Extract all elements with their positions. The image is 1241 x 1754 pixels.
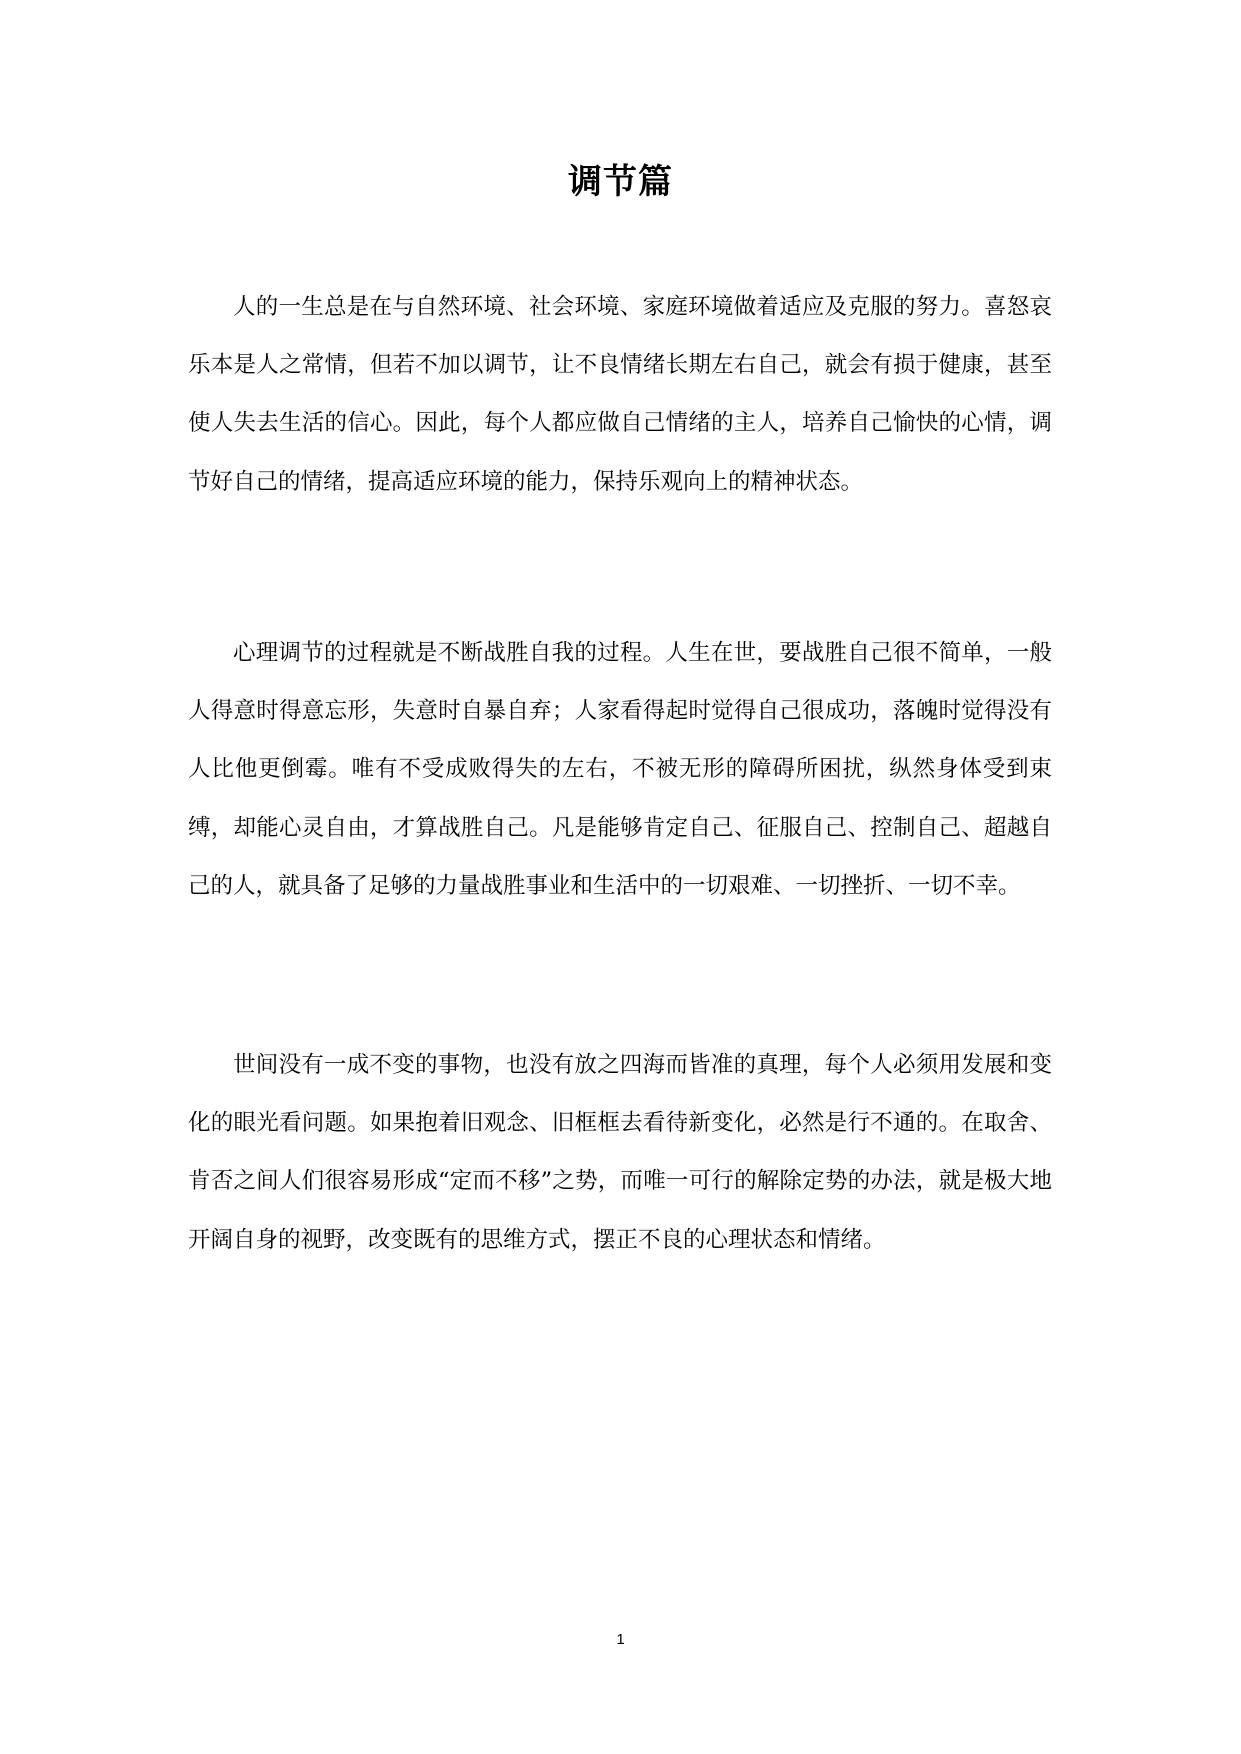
page-number: 1: [616, 1631, 625, 1648]
paragraph-1: 人的一生总是在与自然环境、社会环境、家庭环境做着适应及克服的努力。喜怒哀乐本是人之常情，但若不加以调节，让不良情绪长期左右自己，就会有损于健康，甚至使人失去生活的信心。因此，每个人都应做自己情绪的主人，培养自己愉快的心情，调节好自己的情绪，提高适应环境的能力，保持乐观向上的精神状态。: [188, 294, 1052, 495]
paragraph-2: 心理调节的过程就是不断战胜自我的过程。人生在世，要战胜自己很不简单，一般人得意时得意忘形，失意时自暴自弃；人家看得起时觉得自己很成功，落魄时觉得没有人比他更倒霉。唯有不受成败得失的左右，不被无形的障碍所困扰，纵然身体受到束缚，却能心灵自由，才算战胜自己。凡是能够肯定自己、征服自己、控制自己、超越自己的人，就具备了足够的力量战胜事业和生活中的一切艰难、一切挫折、一切不幸。: [188, 640, 1052, 899]
page-title: 调节篇: [568, 162, 673, 202]
paragraph-3: 世间没有一成不变的事物，也没有放之四海而皆准的真理，每个人必须用发展和变化的眼光看问题。如果抱着旧观念、旧框框去看待新变化，必然是行不通的。在取舍、肯否之间人们很容易形成“定而不移”之势，而唯一可行的解除定势的办法，就是极大地开阔自身的视野，改变既有的思维方式，摆正不良的心理状态和情绪。: [188, 1052, 1052, 1253]
